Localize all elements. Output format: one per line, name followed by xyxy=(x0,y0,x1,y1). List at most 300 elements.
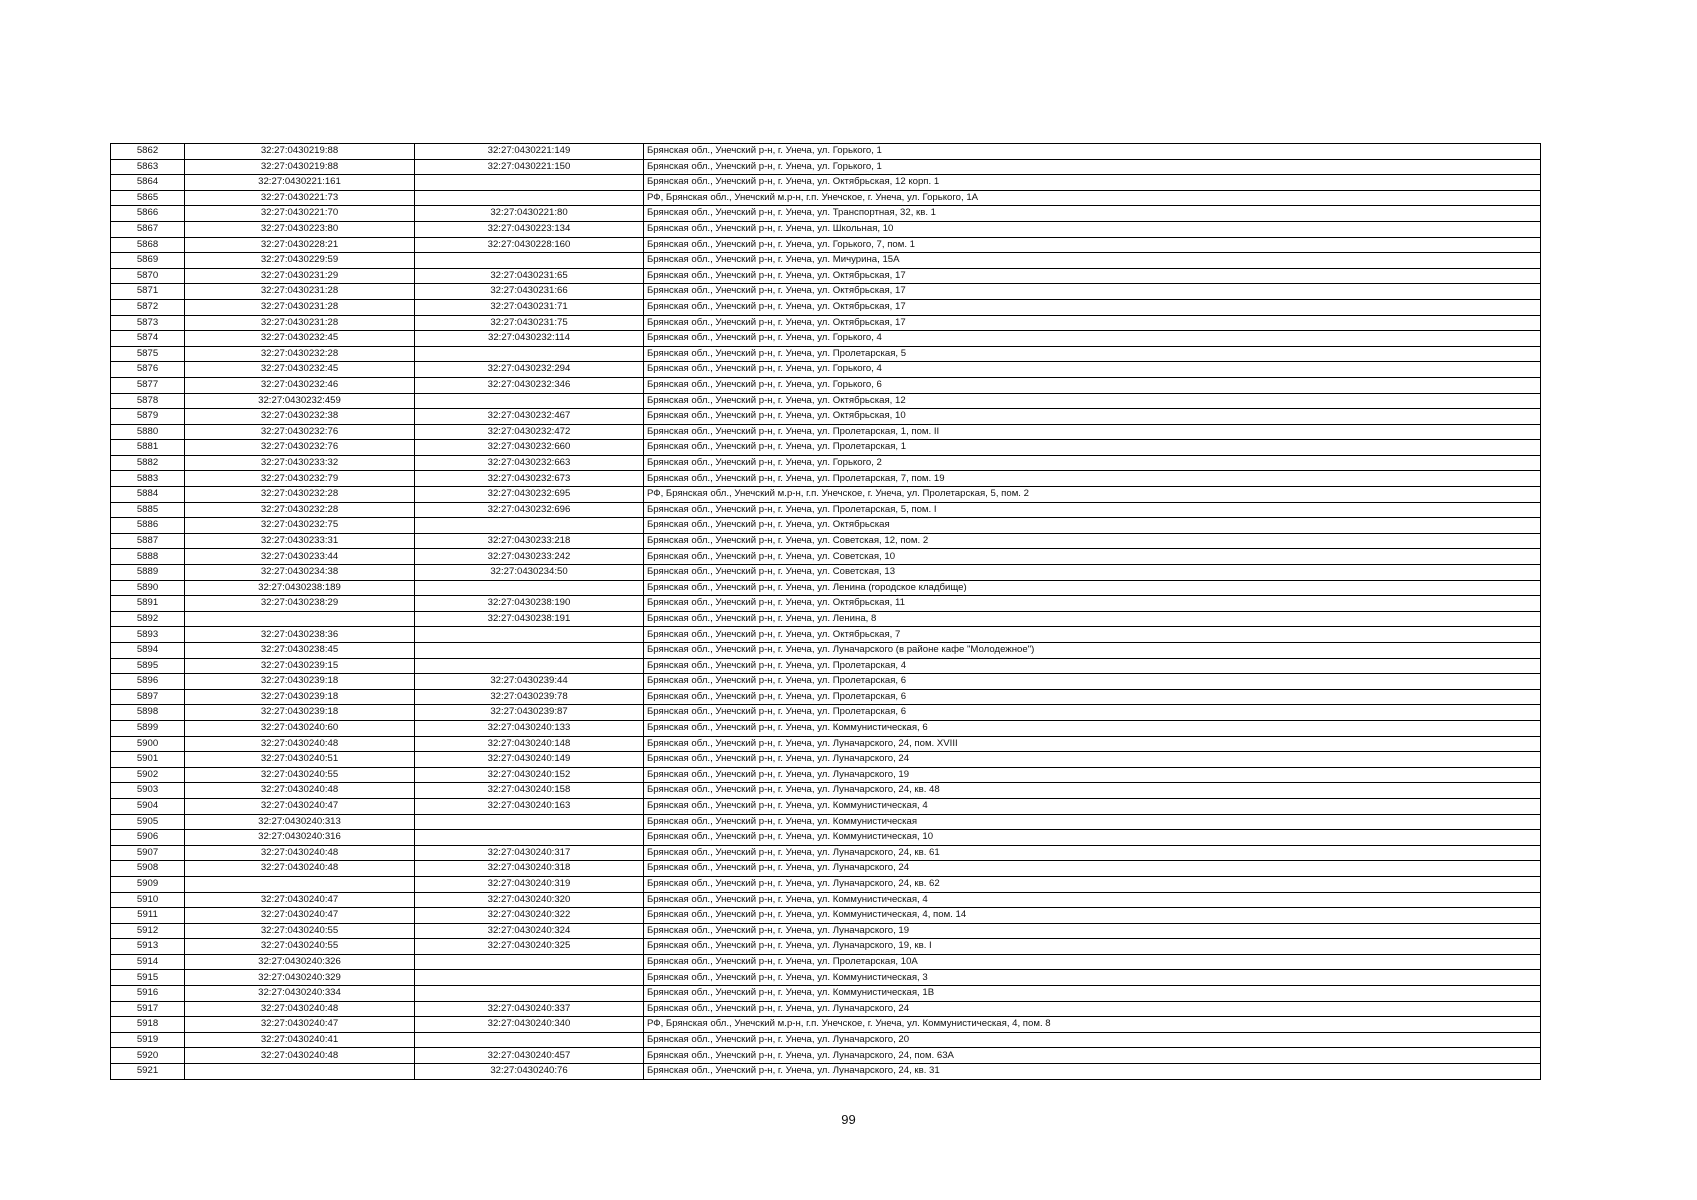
address-cell: Брянская обл., Унечский р-н, г. Унеча, ул. Коммунистическая, 4 xyxy=(644,892,1541,908)
row-number-cell: 5872 xyxy=(111,299,185,315)
table-row xyxy=(111,643,1541,659)
address-cell: Брянская обл., Унечский р-н, г. Унеча, ул. Октябрьская, 7 xyxy=(644,627,1541,643)
land-plot-cadastral-cell: 32:27:0430232:76 xyxy=(185,440,415,456)
land-plot-cadastral-cell: 32:27:0430239:18 xyxy=(185,689,415,705)
table-row xyxy=(111,299,1541,315)
building-cadastral-cell: 32:27:0430240:457 xyxy=(415,1048,644,1064)
land-plot-cadastral-cell: 32:27:0430232:459 xyxy=(185,393,415,409)
building-cadastral-cell xyxy=(415,814,644,830)
row-number-cell: 5865 xyxy=(111,190,185,206)
land-plot-cadastral-cell: 32:27:0430240:334 xyxy=(185,986,415,1002)
page-number: 99 xyxy=(841,1112,856,1127)
table-row xyxy=(111,1032,1541,1048)
address-cell: Брянская обл., Унечский р-н, г. Унеча, ул. Октябрьская, 17 xyxy=(644,284,1541,300)
row-number-cell: 5866 xyxy=(111,206,185,222)
row-number-cell: 5885 xyxy=(111,502,185,518)
table-row xyxy=(111,268,1541,284)
table-row xyxy=(111,1048,1541,1064)
land-plot-cadastral-cell xyxy=(185,611,415,627)
land-plot-cadastral-cell: 32:27:0430238:29 xyxy=(185,596,415,612)
building-cadastral-cell xyxy=(415,190,644,206)
table-row xyxy=(111,377,1541,393)
row-number-cell: 5901 xyxy=(111,752,185,768)
building-cadastral-cell: 32:27:0430221:150 xyxy=(415,159,644,175)
address-cell: Брянская обл., Унечский р-н, г. Унеча, ул. Пролетарская, 7, пом. 19 xyxy=(644,471,1541,487)
land-plot-cadastral-cell xyxy=(185,1064,415,1080)
address-cell: Брянская обл., Унечский р-н, г. Унеча, ул. Луначарского, 24, пом. 63А xyxy=(644,1048,1541,1064)
address-cell: Брянская обл., Унечский р-н, г. Унеча, ул. Октябрьская, 11 xyxy=(644,596,1541,612)
row-number-cell: 5919 xyxy=(111,1032,185,1048)
building-cadastral-cell: 32:27:0430240:163 xyxy=(415,798,644,814)
table-row xyxy=(111,861,1541,877)
address-cell: Брянская обл., Унечский р-н, г. Унеча, ул. Пролетарская, 1 xyxy=(644,440,1541,456)
table-row xyxy=(111,502,1541,518)
building-cadastral-cell: 32:27:0430240:340 xyxy=(415,1017,644,1033)
table-row xyxy=(111,175,1541,191)
land-plot-cadastral-cell: 32:27:0430231:28 xyxy=(185,284,415,300)
table-row xyxy=(111,1064,1541,1080)
table-row xyxy=(111,674,1541,690)
address-cell: Брянская обл., Унечский р-н, г. Унеча, ул. Октябрьская, 17 xyxy=(644,315,1541,331)
building-cadastral-cell: 32:27:0430232:673 xyxy=(415,471,644,487)
building-cadastral-cell: 32:27:0430238:190 xyxy=(415,596,644,612)
building-cadastral-cell: 32:27:0430240:318 xyxy=(415,861,644,877)
row-number-cell: 5877 xyxy=(111,377,185,393)
table-row xyxy=(111,221,1541,237)
table-row xyxy=(111,845,1541,861)
building-cadastral-cell: 32:27:0430221:149 xyxy=(415,144,644,160)
row-number-cell: 5907 xyxy=(111,845,185,861)
land-plot-cadastral-cell: 32:27:0430232:45 xyxy=(185,362,415,378)
land-plot-cadastral-cell: 32:27:0430232:75 xyxy=(185,518,415,534)
land-plot-cadastral-cell xyxy=(185,876,415,892)
table-row xyxy=(111,518,1541,534)
row-number-cell: 5862 xyxy=(111,144,185,160)
building-cadastral-cell: 32:27:0430232:695 xyxy=(415,487,644,503)
table-row xyxy=(111,736,1541,752)
table-row xyxy=(111,580,1541,596)
row-number-cell: 5900 xyxy=(111,736,185,752)
address-cell: Брянская обл., Унечский р-н, г. Унеча, ул. Горького, 4 xyxy=(644,362,1541,378)
table-row xyxy=(111,362,1541,378)
land-plot-cadastral-cell: 32:27:0430240:48 xyxy=(185,861,415,877)
row-number-cell: 5878 xyxy=(111,393,185,409)
row-number-cell: 5914 xyxy=(111,954,185,970)
address-cell: Брянская обл., Унечский р-н, г. Унеча, ул. Луначарского, 24 xyxy=(644,752,1541,768)
building-cadastral-cell: 32:27:0430240:322 xyxy=(415,908,644,924)
table-row xyxy=(111,986,1541,1002)
table-row xyxy=(111,627,1541,643)
row-number-cell: 5888 xyxy=(111,549,185,565)
address-cell: Брянская обл., Унечский р-н, г. Унеча, ул. Луначарского, 24, кв. 48 xyxy=(644,783,1541,799)
land-plot-cadastral-cell: 32:27:0430239:15 xyxy=(185,658,415,674)
land-plot-cadastral-cell: 32:27:0430240:329 xyxy=(185,970,415,986)
row-number-cell: 5917 xyxy=(111,1001,185,1017)
row-number-cell: 5906 xyxy=(111,830,185,846)
building-cadastral-cell xyxy=(415,954,644,970)
address-cell: Брянская обл., Унечский р-н, г. Унеча, ул. Пролетарская, 1, пом. II xyxy=(644,424,1541,440)
land-plot-cadastral-cell: 32:27:0430240:47 xyxy=(185,908,415,924)
table-row xyxy=(111,565,1541,581)
building-cadastral-cell: 32:27:0430232:696 xyxy=(415,502,644,518)
table-row xyxy=(111,783,1541,799)
land-plot-cadastral-cell: 32:27:0430231:28 xyxy=(185,315,415,331)
row-number-cell: 5863 xyxy=(111,159,185,175)
row-number-cell: 5891 xyxy=(111,596,185,612)
table-row xyxy=(111,409,1541,425)
building-cadastral-cell xyxy=(415,393,644,409)
row-number-cell: 5864 xyxy=(111,175,185,191)
building-cadastral-cell: 32:27:0430240:152 xyxy=(415,767,644,783)
land-plot-cadastral-cell: 32:27:0430240:41 xyxy=(185,1032,415,1048)
building-cadastral-cell: 32:27:0430228:160 xyxy=(415,237,644,253)
land-plot-cadastral-cell: 32:27:0430233:31 xyxy=(185,533,415,549)
table-row xyxy=(111,346,1541,362)
address-cell: Брянская обл., Унечский р-н, г. Унеча, ул. Транспортная, 32, кв. 1 xyxy=(644,206,1541,222)
land-plot-cadastral-cell: 32:27:0430240:48 xyxy=(185,736,415,752)
row-number-cell: 5867 xyxy=(111,221,185,237)
address-cell: Брянская обл., Унечский р-н, г. Унеча, ул. Советская, 12, пом. 2 xyxy=(644,533,1541,549)
land-plot-cadastral-cell: 32:27:0430240:48 xyxy=(185,1001,415,1017)
row-number-cell: 5874 xyxy=(111,331,185,347)
building-cadastral-cell: 32:27:0430231:75 xyxy=(415,315,644,331)
address-cell: Брянская обл., Унечский р-н, г. Унеча, ул. Горького, 7, пом. 1 xyxy=(644,237,1541,253)
row-number-cell: 5893 xyxy=(111,627,185,643)
row-number-cell: 5915 xyxy=(111,970,185,986)
row-number-cell: 5898 xyxy=(111,705,185,721)
address-cell: Брянская обл., Унечский р-н, г. Унеча, ул. Луначарского, 24 xyxy=(644,1001,1541,1017)
table-row xyxy=(111,814,1541,830)
land-plot-cadastral-cell: 32:27:0430240:313 xyxy=(185,814,415,830)
address-cell: Брянская обл., Унечский р-н, г. Унеча, ул. Пролетарская, 6 xyxy=(644,674,1541,690)
table-row xyxy=(111,1017,1541,1033)
row-number-cell: 5889 xyxy=(111,565,185,581)
building-cadastral-cell: 32:27:0430232:294 xyxy=(415,362,644,378)
land-plot-cadastral-cell: 32:27:0430240:55 xyxy=(185,939,415,955)
land-plot-cadastral-cell: 32:27:0430223:80 xyxy=(185,221,415,237)
row-number-cell: 5913 xyxy=(111,939,185,955)
land-plot-cadastral-cell: 32:27:0430240:51 xyxy=(185,752,415,768)
row-number-cell: 5869 xyxy=(111,253,185,269)
building-cadastral-cell: 32:27:0430240:133 xyxy=(415,720,644,736)
building-cadastral-cell: 32:27:0430239:78 xyxy=(415,689,644,705)
building-cadastral-cell: 32:27:0430240:317 xyxy=(415,845,644,861)
building-cadastral-cell: 32:27:0430240:324 xyxy=(415,923,644,939)
table-row xyxy=(111,1001,1541,1017)
address-cell: Брянская обл., Унечский р-н, г. Унеча, ул. Коммунистическая, 4 xyxy=(644,798,1541,814)
address-cell: Брянская обл., Унечский р-н, г. Унеча, ул. Горького, 2 xyxy=(644,455,1541,471)
table-body xyxy=(111,144,1541,1080)
land-plot-cadastral-cell: 32:27:0430238:45 xyxy=(185,643,415,659)
building-cadastral-cell: 32:27:0430231:66 xyxy=(415,284,644,300)
table-row xyxy=(111,908,1541,924)
address-cell: Брянская обл., Унечский р-н, г. Унеча, ул. Ленина (городское кладбище) xyxy=(644,580,1541,596)
land-plot-cadastral-cell: 32:27:0430221:161 xyxy=(185,175,415,191)
address-cell: Брянская обл., Унечский р-н, г. Унеча, ул. Пролетарская, 10А xyxy=(644,954,1541,970)
land-plot-cadastral-cell: 32:27:0430240:48 xyxy=(185,845,415,861)
row-number-cell: 5896 xyxy=(111,674,185,690)
row-number-cell: 5921 xyxy=(111,1064,185,1080)
address-cell: Брянская обл., Унечский р-н, г. Унеча, ул. Коммунистическая, 6 xyxy=(644,720,1541,736)
land-plot-cadastral-cell: 32:27:0430233:32 xyxy=(185,455,415,471)
table-row xyxy=(111,876,1541,892)
address-cell: Брянская обл., Унечский р-н, г. Унеча, ул. Октябрьская, 10 xyxy=(644,409,1541,425)
table-row xyxy=(111,159,1541,175)
address-cell: Брянская обл., Унечский р-н, г. Унеча, ул. Советская, 10 xyxy=(644,549,1541,565)
address-cell: Брянская обл., Унечский р-н, г. Унеча, ул. Коммунистическая, 10 xyxy=(644,830,1541,846)
row-number-cell: 5873 xyxy=(111,315,185,331)
land-plot-cadastral-cell: 32:27:0430232:38 xyxy=(185,409,415,425)
row-number-cell: 5918 xyxy=(111,1017,185,1033)
row-number-cell: 5920 xyxy=(111,1048,185,1064)
address-cell: Брянская обл., Унечский р-н, г. Унеча, ул. Пролетарская, 5, пом. I xyxy=(644,502,1541,518)
row-number-cell: 5903 xyxy=(111,783,185,799)
land-plot-cadastral-cell: 32:27:0430233:44 xyxy=(185,549,415,565)
land-plot-cadastral-cell: 32:27:0430232:76 xyxy=(185,424,415,440)
land-plot-cadastral-cell: 32:27:0430240:60 xyxy=(185,720,415,736)
building-cadastral-cell: 32:27:0430221:80 xyxy=(415,206,644,222)
building-cadastral-cell: 32:27:0430240:320 xyxy=(415,892,644,908)
address-cell: Брянская обл., Унечский р-н, г. Унеча, ул. Луначарского (в районе кафе "Молодежное") xyxy=(644,643,1541,659)
building-cadastral-cell: 32:27:0430232:346 xyxy=(415,377,644,393)
building-cadastral-cell xyxy=(415,253,644,269)
row-number-cell: 5905 xyxy=(111,814,185,830)
building-cadastral-cell: 32:27:0430232:467 xyxy=(415,409,644,425)
table-row xyxy=(111,253,1541,269)
table-row xyxy=(111,954,1541,970)
address-cell: Брянская обл., Унечский р-н, г. Унеча, ул. Советская, 13 xyxy=(644,565,1541,581)
row-number-cell: 5912 xyxy=(111,923,185,939)
building-cadastral-cell: 32:27:0430240:319 xyxy=(415,876,644,892)
table-row xyxy=(111,830,1541,846)
land-plot-cadastral-cell: 32:27:0430240:47 xyxy=(185,798,415,814)
address-cell: Брянская обл., Унечский р-н, г. Унеча, ул. Пролетарская, 5 xyxy=(644,346,1541,362)
building-cadastral-cell: 32:27:0430240:158 xyxy=(415,783,644,799)
row-number-cell: 5916 xyxy=(111,986,185,1002)
building-cadastral-cell: 32:27:0430238:191 xyxy=(415,611,644,627)
table-row xyxy=(111,315,1541,331)
land-plot-cadastral-cell: 32:27:0430238:189 xyxy=(185,580,415,596)
building-cadastral-cell: 32:27:0430231:65 xyxy=(415,268,644,284)
land-plot-cadastral-cell: 32:27:0430219:88 xyxy=(185,159,415,175)
land-plot-cadastral-cell: 32:27:0430239:18 xyxy=(185,705,415,721)
land-plot-cadastral-cell: 32:27:0430229:59 xyxy=(185,253,415,269)
address-cell: Брянская обл., Унечский р-н, г. Унеча, ул. Школьная, 10 xyxy=(644,221,1541,237)
table-row xyxy=(111,970,1541,986)
building-cadastral-cell: 32:27:0430233:218 xyxy=(415,533,644,549)
building-cadastral-cell: 32:27:0430240:337 xyxy=(415,1001,644,1017)
building-cadastral-cell: 32:27:0430240:148 xyxy=(415,736,644,752)
table-row xyxy=(111,892,1541,908)
table-row xyxy=(111,471,1541,487)
land-plot-cadastral-cell: 32:27:0430232:79 xyxy=(185,471,415,487)
land-plot-cadastral-cell: 32:27:0430221:73 xyxy=(185,190,415,206)
building-cadastral-cell xyxy=(415,175,644,191)
building-cadastral-cell: 32:27:0430232:472 xyxy=(415,424,644,440)
row-number-cell: 5909 xyxy=(111,876,185,892)
building-cadastral-cell: 32:27:0430240:325 xyxy=(415,939,644,955)
building-cadastral-cell xyxy=(415,346,644,362)
row-number-cell: 5882 xyxy=(111,455,185,471)
address-cell: Брянская обл., Унечский р-н, г. Унеча, ул. Октябрьская, 12 xyxy=(644,393,1541,409)
row-number-cell: 5894 xyxy=(111,643,185,659)
land-plot-cadastral-cell: 32:27:0430240:47 xyxy=(185,892,415,908)
row-number-cell: 5890 xyxy=(111,580,185,596)
address-cell: Брянская обл., Унечский р-н, г. Унеча, ул. Октябрьская, 17 xyxy=(644,268,1541,284)
address-cell: Брянская обл., Унечский р-н, г. Унеча, ул. Луначарского, 24, кв. 61 xyxy=(644,845,1541,861)
address-cell: Брянская обл., Унечский р-н, г. Унеча, ул. Ленина, 8 xyxy=(644,611,1541,627)
land-plot-cadastral-cell: 32:27:0430232:46 xyxy=(185,377,415,393)
row-number-cell: 5887 xyxy=(111,533,185,549)
row-number-cell: 5908 xyxy=(111,861,185,877)
land-plot-cadastral-cell: 32:27:0430240:316 xyxy=(185,830,415,846)
land-plot-cadastral-cell: 32:27:0430232:45 xyxy=(185,331,415,347)
land-plot-cadastral-cell: 32:27:0430232:28 xyxy=(185,346,415,362)
row-number-cell: 5899 xyxy=(111,720,185,736)
address-cell: Брянская обл., Унечский р-н, г. Унеча, ул. Пролетарская, 6 xyxy=(644,689,1541,705)
row-number-cell: 5883 xyxy=(111,471,185,487)
land-plot-cadastral-cell: 32:27:0430221:70 xyxy=(185,206,415,222)
address-cell: Брянская обл., Унечский р-н, г. Унеча, ул. Октябрьская, 17 xyxy=(644,299,1541,315)
table-row xyxy=(111,939,1541,955)
row-number-cell: 5910 xyxy=(111,892,185,908)
table-row xyxy=(111,424,1541,440)
row-number-cell: 5879 xyxy=(111,409,185,425)
building-cadastral-cell xyxy=(415,830,644,846)
table-row xyxy=(111,144,1541,160)
building-cadastral-cell xyxy=(415,627,644,643)
address-cell: Брянская обл., Унечский р-н, г. Унеча, ул. Луначарского, 24, кв. 31 xyxy=(644,1064,1541,1080)
table-row xyxy=(111,331,1541,347)
building-cadastral-cell: 32:27:0430232:660 xyxy=(415,440,644,456)
table-row xyxy=(111,237,1541,253)
row-number-cell: 5875 xyxy=(111,346,185,362)
row-number-cell: 5902 xyxy=(111,767,185,783)
row-number-cell: 5880 xyxy=(111,424,185,440)
address-cell: Брянская обл., Унечский р-н, г. Унеча, ул. Мичурина, 15А xyxy=(644,253,1541,269)
land-plot-cadastral-cell: 32:27:0430228:21 xyxy=(185,237,415,253)
row-number-cell: 5904 xyxy=(111,798,185,814)
address-cell: Брянская обл., Унечский р-н, г. Унеча, ул. Коммунистическая, 3 xyxy=(644,970,1541,986)
building-cadastral-cell: 32:27:0430232:663 xyxy=(415,455,644,471)
land-plot-cadastral-cell: 32:27:0430232:28 xyxy=(185,487,415,503)
table-row xyxy=(111,284,1541,300)
address-cell: Брянская обл., Унечский р-н, г. Унеча, ул. Луначарского, 24, кв. 62 xyxy=(644,876,1541,892)
address-cell: Брянская обл., Унечский р-н, г. Унеча, ул. Луначарского, 19, кв. I xyxy=(644,939,1541,955)
table-row xyxy=(111,206,1541,222)
table-row xyxy=(111,549,1541,565)
building-cadastral-cell xyxy=(415,1032,644,1048)
land-plot-cadastral-cell: 32:27:0430240:55 xyxy=(185,767,415,783)
table-row xyxy=(111,798,1541,814)
table-row xyxy=(111,923,1541,939)
building-cadastral-cell xyxy=(415,518,644,534)
row-number-cell: 5884 xyxy=(111,487,185,503)
table-row xyxy=(111,689,1541,705)
table-row xyxy=(111,393,1541,409)
address-cell: Брянская обл., Унечский р-н, г. Унеча, ул. Луначарского, 19 xyxy=(644,767,1541,783)
address-cell: Брянская обл., Унечский р-н, г. Унеча, ул. Коммунистическая, 1В xyxy=(644,986,1541,1002)
building-cadastral-cell: 32:27:0430240:76 xyxy=(415,1064,644,1080)
building-cadastral-cell xyxy=(415,580,644,596)
address-cell: Брянская обл., Унечский р-н, г. Унеча, ул. Коммунистическая xyxy=(644,814,1541,830)
table-row xyxy=(111,440,1541,456)
building-cadastral-cell: 32:27:0430234:50 xyxy=(415,565,644,581)
address-cell: Брянская обл., Унечский р-н, г. Унеча, ул. Пролетарская, 4 xyxy=(644,658,1541,674)
address-cell: Брянская обл., Унечский р-н, г. Унеча, ул. Горького, 1 xyxy=(644,144,1541,160)
land-plot-cadastral-cell: 32:27:0430231:28 xyxy=(185,299,415,315)
building-cadastral-cell: 32:27:0430231:71 xyxy=(415,299,644,315)
building-cadastral-cell: 32:27:0430239:87 xyxy=(415,705,644,721)
land-plot-cadastral-cell: 32:27:0430240:48 xyxy=(185,783,415,799)
table-row xyxy=(111,533,1541,549)
building-cadastral-cell: 32:27:0430239:44 xyxy=(415,674,644,690)
address-cell: Брянская обл., Унечский р-н, г. Унеча, ул. Коммунистическая, 4, пом. 14 xyxy=(644,908,1541,924)
row-number-cell: 5871 xyxy=(111,284,185,300)
building-cadastral-cell: 32:27:0430233:242 xyxy=(415,549,644,565)
row-number-cell: 5876 xyxy=(111,362,185,378)
row-number-cell: 5897 xyxy=(111,689,185,705)
land-plot-cadastral-cell: 32:27:0430240:55 xyxy=(185,923,415,939)
address-cell: Брянская обл., Унечский р-н, г. Унеча, ул. Горького, 6 xyxy=(644,377,1541,393)
address-cell: Брянская обл., Унечский р-н, г. Унеча, ул. Луначарского, 24 xyxy=(644,861,1541,877)
table-row xyxy=(111,487,1541,503)
building-cadastral-cell: 32:27:0430223:134 xyxy=(415,221,644,237)
land-plot-cadastral-cell: 32:27:0430232:28 xyxy=(185,502,415,518)
address-cell: Брянская обл., Унечский р-н, г. Унеча, ул. Октябрьская, 12 корп. 1 xyxy=(644,175,1541,191)
table-row xyxy=(111,596,1541,612)
table-row xyxy=(111,705,1541,721)
table-row xyxy=(111,752,1541,768)
building-cadastral-cell xyxy=(415,986,644,1002)
row-number-cell: 5868 xyxy=(111,237,185,253)
land-plot-cadastral-cell: 32:27:0430231:29 xyxy=(185,268,415,284)
address-cell: РФ, Брянская обл., Унечский м.р-н, г.п. Унечское, г. Унеча, ул. Пролетарская, 5, пом. 2 xyxy=(644,487,1541,503)
row-number-cell: 5911 xyxy=(111,908,185,924)
building-cadastral-cell xyxy=(415,970,644,986)
table-row xyxy=(111,767,1541,783)
row-number-cell: 5895 xyxy=(111,658,185,674)
building-cadastral-cell xyxy=(415,658,644,674)
land-plot-cadastral-cell: 32:27:0430238:36 xyxy=(185,627,415,643)
land-plot-cadastral-cell: 32:27:0430219:88 xyxy=(185,144,415,160)
land-plot-cadastral-cell: 32:27:0430240:48 xyxy=(185,1048,415,1064)
table-row xyxy=(111,658,1541,674)
address-cell: РФ, Брянская обл., Унечский м.р-н, г.п. Унечское, г. Унеча, ул. Коммунистическая, 4, пом. 8 xyxy=(644,1017,1541,1033)
cadastral-table xyxy=(110,143,1541,1080)
address-cell: Брянская обл., Унечский р-н, г. Унеча, ул. Октябрьская xyxy=(644,518,1541,534)
table-row xyxy=(111,720,1541,736)
land-plot-cadastral-cell: 32:27:0430239:18 xyxy=(185,674,415,690)
land-plot-cadastral-cell: 32:27:0430240:47 xyxy=(185,1017,415,1033)
row-number-cell: 5881 xyxy=(111,440,185,456)
address-cell: Брянская обл., Унечский р-н, г. Унеча, ул. Горького, 4 xyxy=(644,331,1541,347)
building-cadastral-cell: 32:27:0430240:149 xyxy=(415,752,644,768)
table-row xyxy=(111,611,1541,627)
address-cell: Брянская обл., Унечский р-н, г. Унеча, ул. Луначарского, 24, пом. XVIII xyxy=(644,736,1541,752)
address-cell: Брянская обл., Унечский р-н, г. Унеча, ул. Горького, 1 xyxy=(644,159,1541,175)
address-cell: РФ, Брянская обл., Унечский м.р-н, г.п. Унечское, г. Унеча, ул. Горького, 1А xyxy=(644,190,1541,206)
building-cadastral-cell: 32:27:0430232:114 xyxy=(415,331,644,347)
address-cell: Брянская обл., Унечский р-н, г. Унеча, ул. Пролетарская, 6 xyxy=(644,705,1541,721)
table-row xyxy=(111,455,1541,471)
building-cadastral-cell xyxy=(415,643,644,659)
row-number-cell: 5892 xyxy=(111,611,185,627)
row-number-cell: 5870 xyxy=(111,268,185,284)
table-row xyxy=(111,190,1541,206)
address-cell: Брянская обл., Унечский р-н, г. Унеча, ул. Луначарского, 19 xyxy=(644,923,1541,939)
land-plot-cadastral-cell: 32:27:0430234:38 xyxy=(185,565,415,581)
